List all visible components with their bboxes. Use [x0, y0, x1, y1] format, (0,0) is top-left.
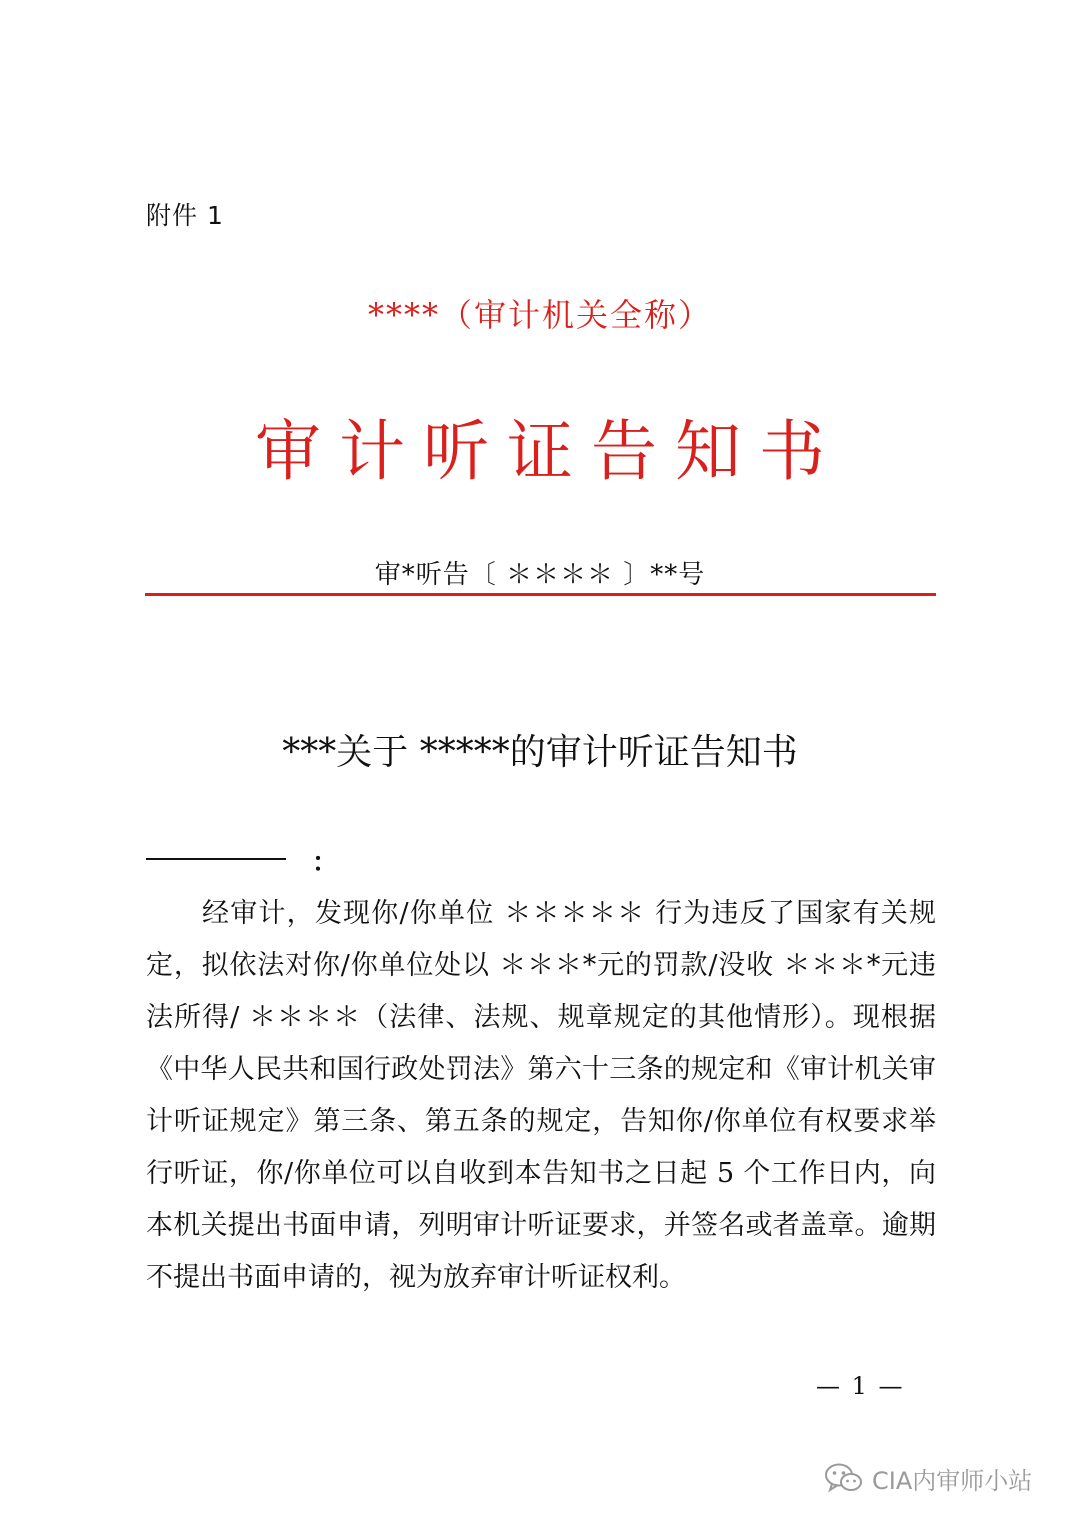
- addressee-underline: [146, 858, 286, 860]
- addressee-blank: [146, 848, 346, 880]
- doc-title: 审计听证告知书: [255, 413, 843, 490]
- body-paragraph: 经审计，发现你/你单位 ＊＊＊＊＊ 行为违反了国家有关规定，拟依法对你/你单位处以 ＊＊＊*元的罚款/没收 ＊＊＊*元违法所得/ ＊＊＊＊（法律、法规、规章规定的其他情形）。现根据《中华人民共和国行政处罚法》第六十三条的规定和《审计机关审计听证规定》第三条、第五条的规定，告知你/你单位有权要求举行听证，你/你单位可以自收到本告知书之日起 5 个工作日内，向本机关提出书面申请，列明审计听证要求，并签名或者盖章。逾期不提出书面申请的，视为放弃审计听证权利。: [146, 898, 936, 1293]
- addressee-colon: ：: [312, 848, 339, 878]
- attachment-label: 附件 1: [146, 201, 224, 230]
- doc-number: 审*听告〔 ＊＊＊＊ 〕**号: [374, 560, 706, 590]
- watermark: [824, 1458, 1032, 1498]
- notice-heading: ***关于 *****的审计听证告知书: [282, 732, 798, 773]
- red-divider: [145, 593, 936, 596]
- page-number: — 1 —: [816, 1372, 905, 1400]
- org-name: ****（审计机关全称）: [367, 296, 712, 334]
- wechat-icon: [824, 1462, 864, 1494]
- watermark-text: CIA内审师小站: [872, 1466, 1033, 1495]
